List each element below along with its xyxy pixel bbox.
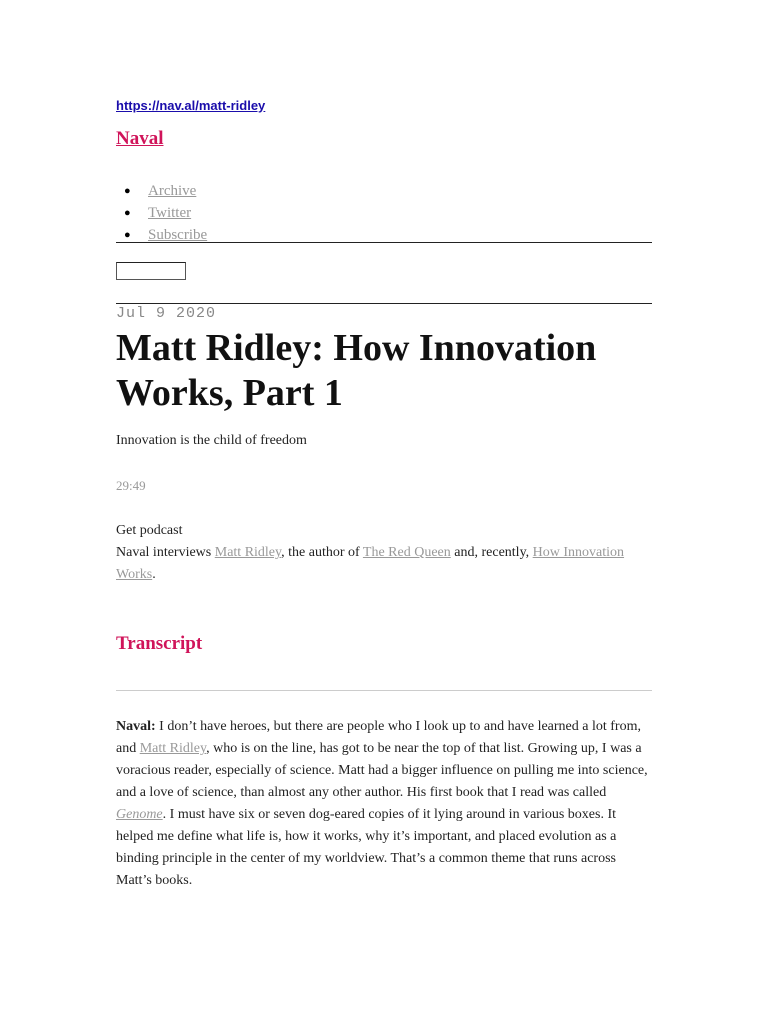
nav-item-twitter <box>116 202 207 224</box>
genome-link[interactable]: Genome <box>116 807 163 822</box>
intro-text: , the author of <box>281 545 363 560</box>
how-innovation-works-link[interactable]: How Innovation Works <box>116 545 625 582</box>
red-queen-link[interactable]: The Red Queen <box>362 545 451 560</box>
page-url-link[interactable]: https://nav.al/matt-ridley <box>116 98 266 113</box>
podcast-intro <box>116 520 652 586</box>
divider <box>116 242 652 243</box>
intro-text: . <box>152 567 156 582</box>
nav-item-archive <box>116 180 207 202</box>
intro-text: and, recently, <box>450 545 533 560</box>
paragraph-text: . I must have six or seven dog-eared copies of it lying around in various boxes. It helped me define what life is, how it works, why it’s important, and placed evolution as a binding principle in the center of my worldview. That’s a common theme that runs across Matt’s books. <box>116 807 617 888</box>
nav-link-subscribe[interactable]: Subscribe <box>148 227 208 243</box>
get-podcast-text: Get podcast <box>116 523 183 538</box>
intro-paragraph <box>116 542 652 586</box>
transcript-paragraph <box>116 716 652 892</box>
paragraph-text: I don’t have heroes, but there are people who I look up to and have learned a lot from, and <box>116 719 641 756</box>
site-nav <box>116 180 207 246</box>
matt-ridley-link[interactable]: Matt Ridley <box>214 545 282 560</box>
bullet-icon: ● <box>124 229 131 241</box>
post-date: Jul 9 2020 <box>116 305 217 322</box>
divider <box>116 690 652 691</box>
speaker-label: Naval: <box>116 719 156 734</box>
paragraph-text: , who is on the line, has got to be near the top of that list. Growing up, I was a voracious reader, especially of science. Matt had a bigger influence on pulling me into science, and a love of science, than almost any other author. His first book that I read was called <box>116 741 648 800</box>
audio-duration: 29:49 <box>116 478 146 493</box>
search-input[interactable] <box>116 262 186 280</box>
bullet-icon: ● <box>124 207 131 219</box>
matt-ridley-link[interactable]: Matt Ridley <box>139 741 207 756</box>
divider <box>116 303 652 304</box>
nav-link-archive[interactable]: Archive <box>148 183 197 199</box>
intro-text: Naval interviews <box>116 545 215 560</box>
site-title-link[interactable]: Naval <box>116 128 164 149</box>
transcript-heading: Transcript <box>116 633 203 654</box>
post-subtitle: Innovation is the child of freedom <box>116 433 307 448</box>
bullet-icon: ● <box>124 185 131 197</box>
post-title: Matt Ridley: How Innovation Works, Part 1 <box>116 327 597 414</box>
nav-link-twitter[interactable]: Twitter <box>148 205 192 221</box>
